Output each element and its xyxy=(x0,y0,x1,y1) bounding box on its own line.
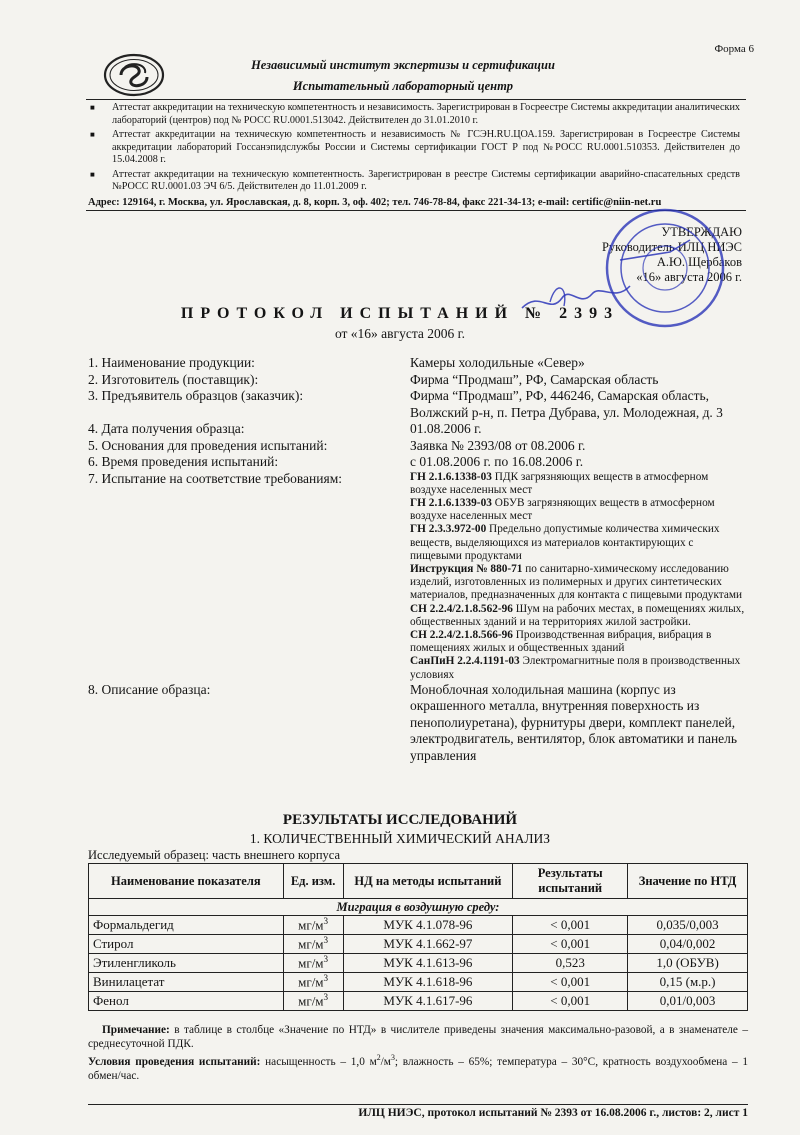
requirement-item: СН 2.2.4/2.1.8.562-96 Шум на рабочих местах, в помещениях жилых, общественных зданий и на территориях жилой застройки. xyxy=(410,602,745,628)
norm-cell: 0,04/0,002 xyxy=(628,935,748,954)
result-cell: < 0,001 xyxy=(513,916,628,935)
method-cell: МУК 4.1.078-96 xyxy=(343,916,513,935)
bullet-icon: ■ xyxy=(90,169,95,179)
bullet-icon: ■ xyxy=(90,130,95,139)
accreditation-item: ■ Аттестат аккредитации на техническую компетентность. Зарегистрирован в реестре Системы сертификации аварийно-спасательных средств №РОСС RU.0001.03 ЭЧ 6/5. Действителен до 11.01.2009 г. xyxy=(90,168,740,192)
requirement-item: ГН 2.1.6.1338-03 ПДК загрязняющих веществ в атмосферном воздухе населенных мест xyxy=(410,470,709,496)
protocol-details xyxy=(88,355,748,764)
results-table xyxy=(88,863,748,1011)
footer-divider xyxy=(88,1104,748,1105)
section-label: Миграция в воздушную среду: xyxy=(89,899,748,916)
approval-position: Руководитель ИЛЦ НИЭС xyxy=(601,240,742,254)
norm-cell: 1,0 (ОБУВ) xyxy=(628,954,748,973)
method-cell: МУК 4.1.613-96 xyxy=(343,954,513,973)
header-divider xyxy=(86,99,746,100)
indicator-name: Стирол xyxy=(89,935,284,954)
method-cell: МУК 4.1.662-97 xyxy=(343,935,513,954)
institute-logo xyxy=(103,53,165,97)
approval-heading: УТВЕРЖДАЮ xyxy=(661,225,742,239)
table-section-row xyxy=(89,899,748,916)
unit-cell: $мг/м^3$ xyxy=(283,935,343,954)
approval-date: «16» августа 2006 г. xyxy=(636,270,742,284)
approval-signatory: А.Ю. Щербаков xyxy=(656,255,742,269)
table-row xyxy=(89,973,748,992)
page-footer: ИЛЦ НИЭС, протокол испытаний № 2393 от 16.08.2006 г., листов: 2, лист 1 xyxy=(358,1107,748,1119)
column-header: Значение по НТД xyxy=(628,864,748,899)
requirements-row: 7. Испытание на соответствие требованиям: ГН 2.1.6.1338-03 ПДК загрязняющих веществ в атмосферном воздухе населенных мест ГН 2.1.6.1339-03 ОБУВ загрязняющих веществ в атмосферном воздухе населенных мест ГН 2.3.3.972-00 Предельно допустимые количества химических веществ, выделяющихся из материалов контактирующих с пищевыми продуктами Инструкция № 880-71 по санитарно-химическому исследованию изделий, изготовленных из полимерных и других синтетических материалов, предназначенных для контакта с пищевыми продуктами СН 2.2.4/2.1.8.562-96 Шум на рабочих местах, в помещениях жилых, общественных зданий и на территориях жилой застройки. СН 2.2.4/2.1.8.566-96 Производственная вибрация, вибрация в помещениях жилых и общественных зданий СанПиН 2.2.4.1191-03 Электромагнитные поля в производственных условиях xyxy=(88,471,748,682)
result-cell: < 0,001 xyxy=(513,992,628,1011)
requirement-item: СанПиН 2.2.4.1191-03 Электромагнитные поля в производственных условиях xyxy=(410,655,741,681)
accreditation-item: ■ Аттестат аккредитации на техническую компетентность и независимость № ГСЭН.RU.ЦОА.159. Зарегистрирован в Госреестре Системы аккредитации лабораторий Госсанэпидслужбы России и Системы сертификации ГОСТ Р под №РОСС RU.0001.510353. Действителен до 15.04.2008 г. xyxy=(90,129,740,165)
requirement-item: ГН 2.3.3.972-00 Предельно допустимые количества химических веществ, выделяющихся из материалов контактирующих с пищевыми продуктами xyxy=(410,523,720,562)
result-cell: < 0,001 xyxy=(513,973,628,992)
indicator-name: Винилацетат xyxy=(89,973,284,992)
sample-description: Исследуемый образец: часть внешнего корпуса xyxy=(88,848,341,862)
indicator-name: Фенол xyxy=(89,992,284,1011)
protocol-date: от «16» августа 2006 г. xyxy=(334,326,466,341)
result-cell: 0,523 xyxy=(513,954,628,973)
unit-cell: $мг/м^3$ xyxy=(283,916,343,935)
table-header-row xyxy=(89,864,748,899)
indicator-name: Этиленгликоль xyxy=(89,954,284,973)
test-conditions: Условия проведения испытаний: насыщенность – 1,0 $м^2/м^3$; влажность – 65%; температура – 30°С, кратность воздухообмена – 1 обмен/час. xyxy=(88,1053,749,1082)
column-header: Наименование показателя xyxy=(89,864,284,899)
accreditation-list xyxy=(88,102,740,196)
table-row xyxy=(89,992,748,1011)
bullet-icon: ■ xyxy=(90,103,95,112)
institute-name: Независимый институт экспертизы и сертификации xyxy=(251,58,555,72)
table-row xyxy=(89,954,748,973)
result-cell: < 0,001 xyxy=(513,935,628,954)
detail-row: 8. Описание образца: Моноблочная холодильная машина (корпус из окрашенного металла, внутренняя поверхность из пенополиуретана), фурнитуры двери, комплект панелей, электродвигатель, вентилятор, блок автоматики и панель управления xyxy=(88,681,738,763)
column-header: Ед. изм. xyxy=(283,864,343,899)
norm-cell: 0,01/0,003 xyxy=(628,992,748,1011)
method-cell: МУК 4.1.618-96 xyxy=(343,973,513,992)
norm-cell: 0,035/0,003 xyxy=(628,916,748,935)
requirement-item: СН 2.2.4/2.1.8.566-96 Производственная вибрация, вибрация в помещениях жилых и общественных зданий xyxy=(410,628,712,655)
accreditation-item: ■ Аттестат аккредитации на техническую компетентность и независимость. Зарегистрирован в Госреестре Системы аккредитации аналитических лабораторий (центров) под № РОСС RU.0001.513042. Действителен до 31.01.2010 г. xyxy=(90,102,740,126)
detail-row: 3. Предъявитель образцов (заказчик): Фирма “Продмаш”, РФ, 446246, Самарская область, Волжский р-н, п. Петра Дубрава, ул. Молодежная, д. 3 xyxy=(88,388,723,420)
indicator-name: Формальдегид xyxy=(89,916,284,935)
detail-row: 2. Изготовитель (поставщик): Фирма “Продмаш”, РФ, Самарская область xyxy=(88,371,659,387)
norm-cell: 0,15 (м.р.) xyxy=(628,973,748,992)
column-header: НД на методы испытаний xyxy=(343,864,513,899)
detail-row: 1. Наименование продукции: Камеры холодильные «Север» xyxy=(88,355,585,370)
detail-row: 4. Дата получения образца: 01.08.2006 г. xyxy=(88,421,482,436)
requirement-item: Инструкция № 880-71 по санитарно-химическому исследованию изделий, изготовленных из полимерных и других синтетических материалов, предназначенных для контакта с пищевыми продуктами xyxy=(410,562,743,602)
results-title: РЕЗУЛЬТАТЫ ИССЛЕДОВАНИЙ xyxy=(282,812,518,828)
detail-row: 6. Время проведения испытаний: с 01.08.2006 г. по 16.08.2006 г. xyxy=(88,454,584,469)
requirement-item: ГН 2.1.6.1339-03 ОБУВ загрязняющих веществ в атмосферном воздухе населенных мест xyxy=(410,496,715,523)
unit-cell: $мг/м^3$ xyxy=(283,973,343,992)
lab-address: Адрес: 129164, г. Москва, ул. Ярославская, д. 8, корп. 3, оф. 402; тел. 746-78-84, факс 221-34-13; e-mail: certific@niin-net.ru xyxy=(88,197,662,208)
unit-cell: $мг/м^3$ xyxy=(283,992,343,1011)
table-row xyxy=(89,935,748,954)
column-header: Результаты испытаний xyxy=(513,864,628,899)
method-cell: МУК 4.1.617-96 xyxy=(343,992,513,1011)
lab-center-name: Испытательный лабораторный центр xyxy=(292,79,514,93)
table-row xyxy=(89,916,748,935)
requirements-list xyxy=(410,471,748,682)
table-note: Примечание: в таблице в столбце «Значение по НТД» в числителе приведены значения максимально-разовой, а в знаменателе – среднесуточной ПДК. xyxy=(88,1024,748,1050)
results-subtitle: 1. КОЛИЧЕСТВЕННЫЙ ХИМИЧЕСКИЙ АНАЛИЗ xyxy=(249,831,551,846)
form-number: Форма 6 xyxy=(714,43,754,55)
unit-cell: $мг/м^3$ xyxy=(283,954,343,973)
protocol-title: ПРОТОКОЛ ИСПЫТАНИЙ № 2393 xyxy=(180,305,620,322)
detail-row: 5. Основания для проведения испытаний: Заявка № 2393/08 от 08.2006 г. xyxy=(88,437,586,453)
